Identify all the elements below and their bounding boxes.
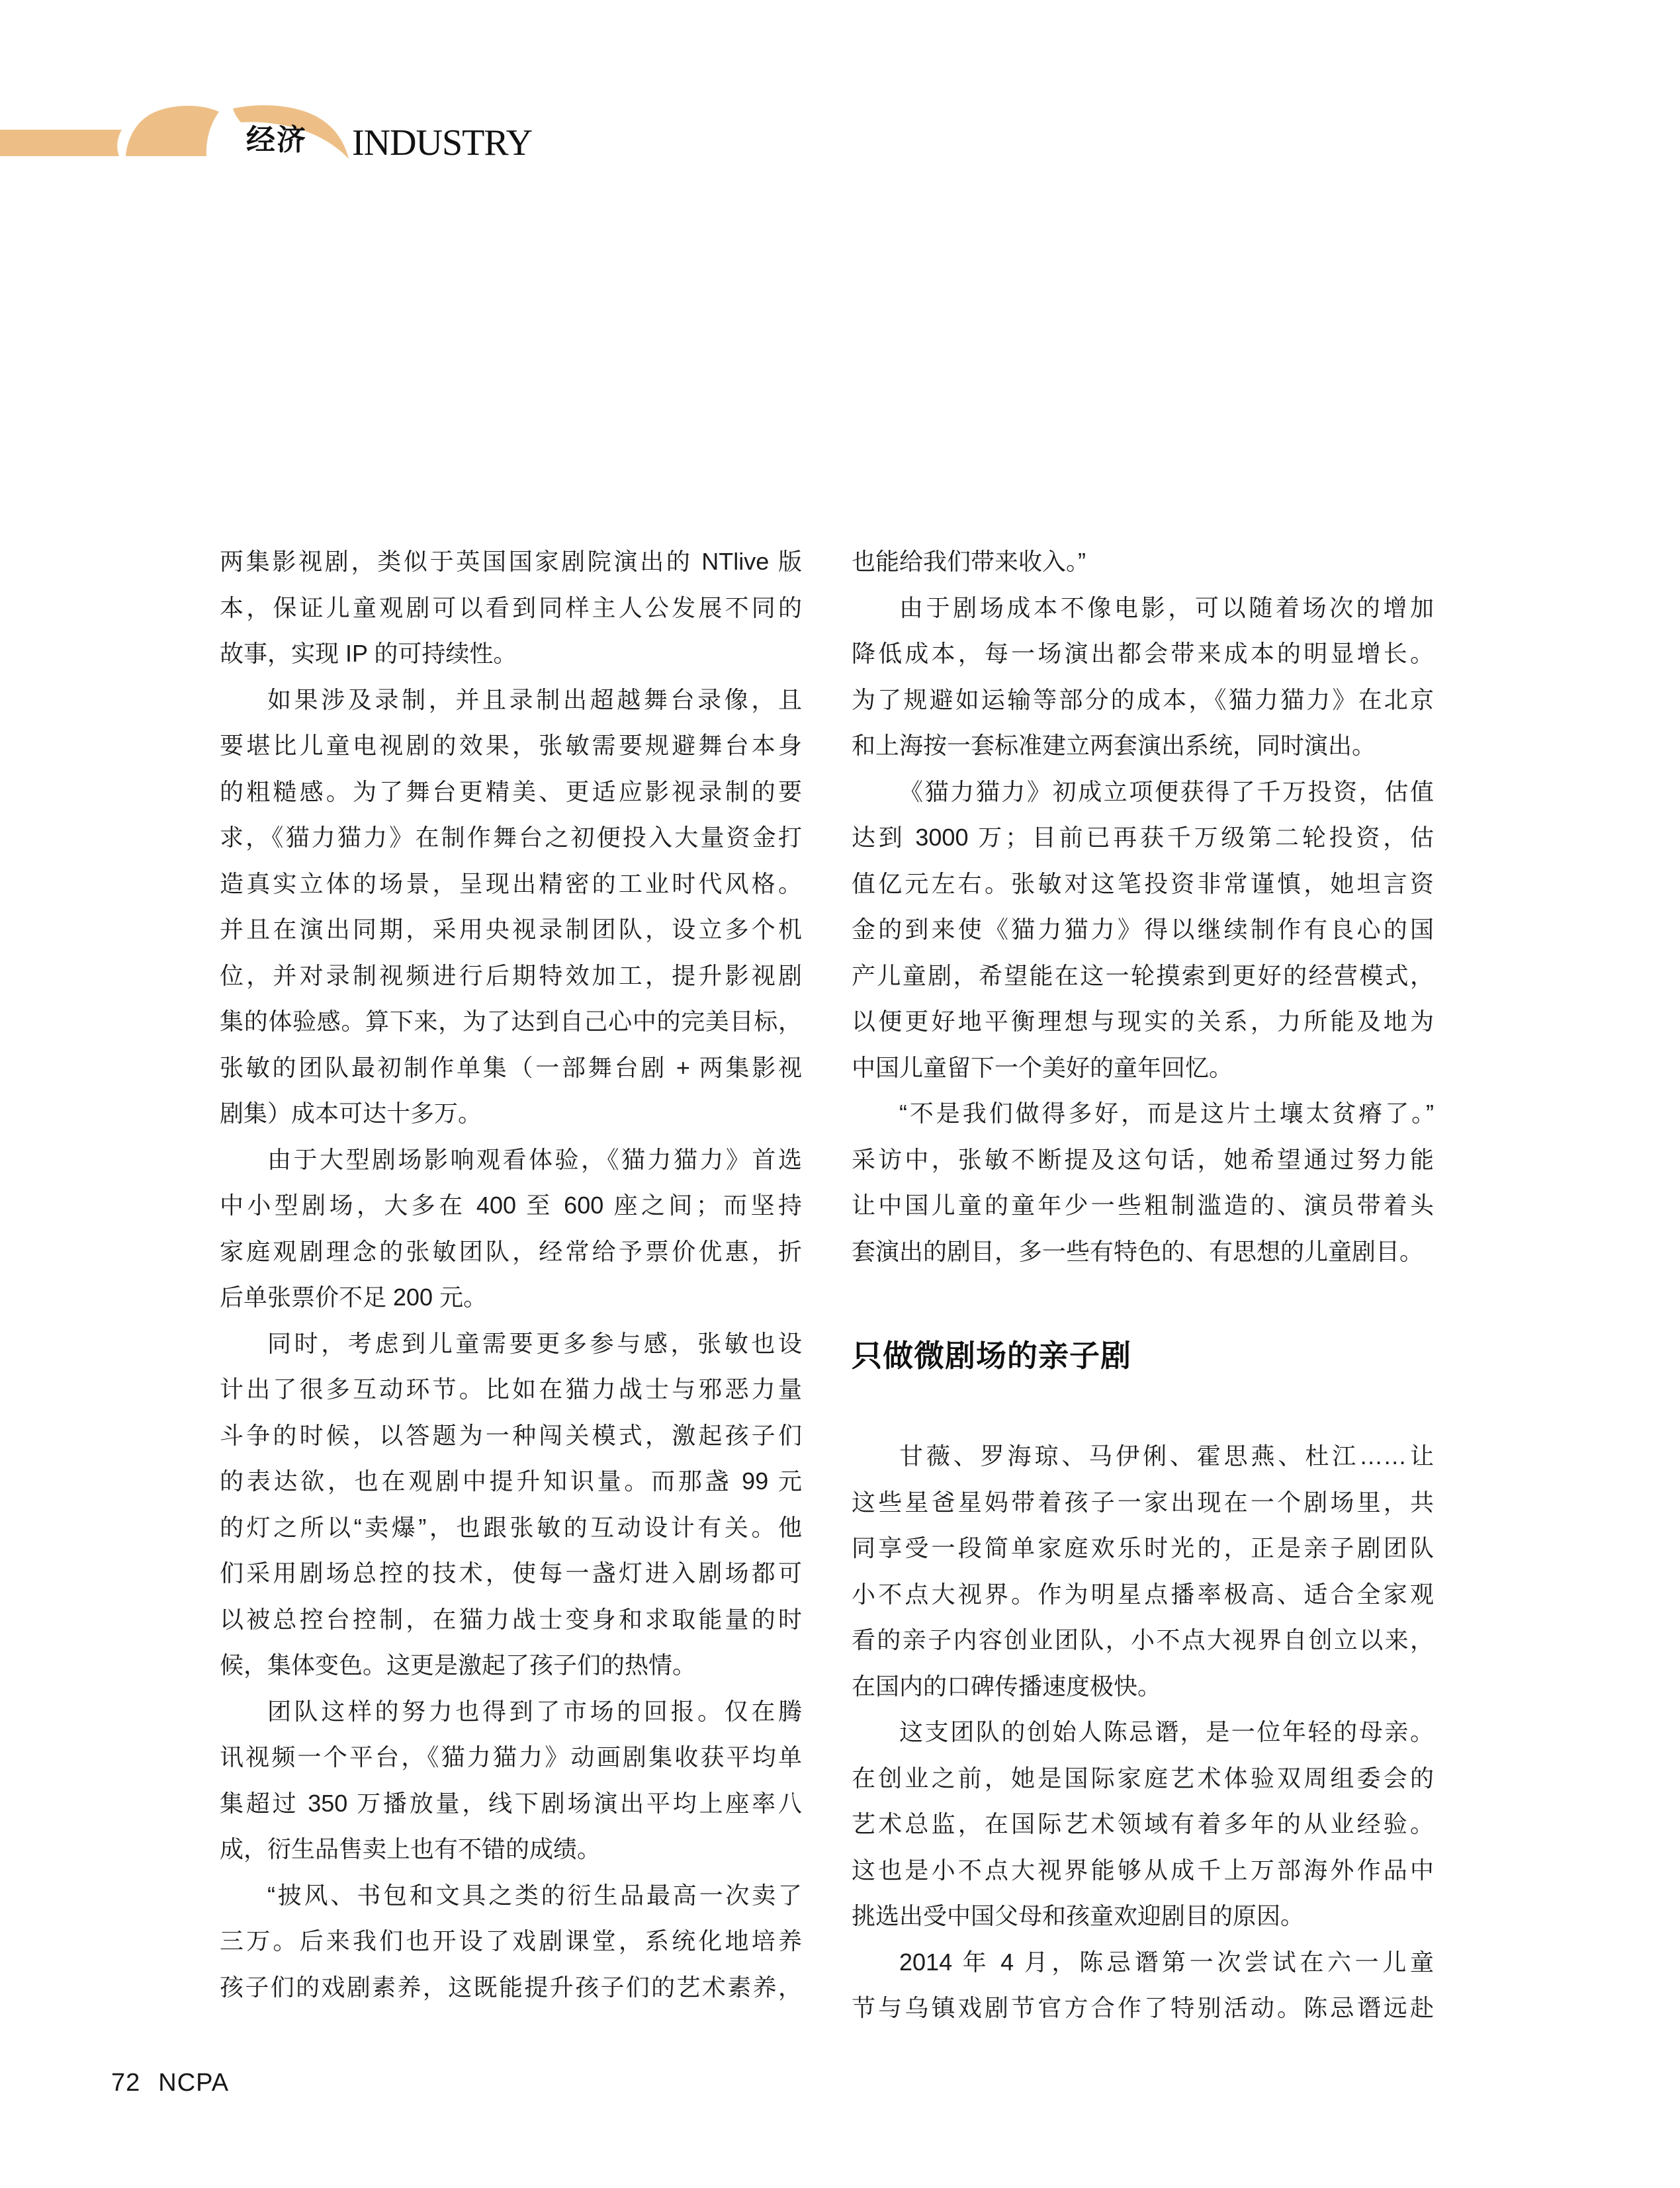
text-line: “不是我们做得多好，而是这片土壤太贫瘠了。” — [899, 1100, 1434, 1127]
text-line: 中国儿童留下一个美好的童年回忆。 — [852, 1053, 1233, 1081]
text-line: 并且在演出同期，采用央视录制团队，设立多个机 — [220, 916, 802, 943]
text-line: 也能给我们带来收入。” — [852, 548, 1086, 575]
text-line: “披风、书包和文具之类的衍生品最高一次卖了 — [267, 1881, 802, 1909]
text-line: 要堪比儿童电视剧的效果，张敏需要规避舞台本身 — [220, 732, 802, 759]
text-line: 如果涉及录制，并且录制出超越舞台录像，且 — [267, 685, 802, 713]
text-line: 求，《猫力猫力》在制作舞台之初便投入大量资金打 — [220, 824, 802, 851]
article-left-column — [220, 539, 802, 2010]
text-line: 甘薇、罗海琼、马伊俐、霍思燕、杜江……让 — [899, 1442, 1434, 1469]
text-line: 由于剧场成本不像电影，可以随着场次的增加 — [899, 593, 1434, 621]
text-line: 套演出的剧目，多一些有特色的、有思想的儿童剧目。 — [852, 1237, 1424, 1265]
text-line: 小不点大视界。作为明星点播率极高、适合全家观 — [852, 1580, 1434, 1608]
text-line: 金的到来使《猫力猫力》得以继续制作有良心的国 — [852, 916, 1434, 943]
text-line: 为了规避如运输等部分的成本，《猫力猫力》在北京 — [852, 685, 1434, 713]
page-footer — [111, 2068, 229, 2099]
text-line: 在国内的口碑传播速度极快。 — [852, 1672, 1162, 1700]
article-right-column-top — [852, 539, 1434, 1274]
text-line: 斗争的时候，以答题为一种闯关模式，激起孩子们 — [220, 1421, 802, 1449]
text-line: 和上海按一套标准建立两套演出系统，同时演出。 — [852, 732, 1376, 759]
text-line: 的粗糙感。为了舞台更精美、更适应影视录制的要 — [220, 777, 802, 805]
text-line: 2014 年 4 月，陈忌谮第一次尝试在六一儿童 — [899, 1948, 1434, 1976]
text-line: 《猫力猫力》初成立项便获得了千万投资，估值 — [899, 777, 1434, 805]
text-line: 中小型剧场，大多在 400 至 600 座之间；而坚持 — [220, 1192, 802, 1219]
text-line: 团队这样的努力也得到了市场的回报。仅在腾 — [267, 1697, 802, 1725]
section-category-chinese: 经济 — [246, 124, 307, 156]
page-number: 72 — [111, 2069, 141, 2097]
text-line: 剧集）成本可达十多万。 — [220, 1100, 482, 1127]
text-line: 看的亲子内容创业团队，小不点大视界自创立以来， — [852, 1626, 1434, 1653]
text-line: 这些星爸星妈带着孩子一家出现在一个剧场里，共 — [852, 1488, 1434, 1516]
text-line: 讯视频一个平台，《猫力猫力》动画剧集收获平均单 — [220, 1743, 802, 1771]
text-line: 这支团队的创始人陈忌谮，是一位年轻的母亲。 — [899, 1718, 1434, 1745]
text-line: 张敏的团队最初制作单集（一部舞台剧 + 两集影视 — [220, 1053, 802, 1081]
text-line: 计出了很多互动环节。比如在猫力战士与邪恶力量 — [220, 1376, 802, 1403]
text-line: 以被总控台控制，在猫力战士变身和求取能量的时 — [220, 1605, 802, 1633]
text-line: 成，衍生品售卖上也有不错的成绩。 — [220, 1835, 601, 1862]
text-line: 造真实立体的场景，呈现出精密的工业时代风格。 — [220, 869, 802, 897]
text-line: 后单张票价不足 200 元。 — [220, 1284, 488, 1311]
text-line: 挑选出受中国父母和孩童欢迎剧目的原因。 — [852, 1902, 1305, 1929]
text-line: 节与乌镇戏剧节官方合作了特别活动。陈忌谮远赴 — [852, 1994, 1434, 2021]
text-line: 让中国儿童的童年少一些粗制滥造的、演员带着头 — [852, 1192, 1434, 1219]
text-line: 降低成本，每一场演出都会带来成本的明显增长。 — [852, 640, 1434, 667]
text-line: 家庭观剧理念的张敏团队，经常给予票价优惠，折 — [220, 1237, 802, 1265]
journal-name: NCPA — [158, 2069, 230, 2097]
text-line: 两集影视剧，类似于英国国家剧院演出的 NTlive 版 — [220, 548, 802, 575]
text-line: 同时，考虑到儿童需要更多参与感，张敏也设 — [267, 1329, 802, 1357]
text-line: 孩子们的戏剧素养，这既能提升孩子们的艺术素养， — [220, 1973, 802, 2001]
text-line: 本，保证儿童观剧可以看到同样主人公发展不同的 — [220, 593, 802, 621]
text-line: 三万。后来我们也开设了戏剧课堂，系统化地培养 — [220, 1927, 802, 1954]
section-heading: 只做微剧场的亲子剧 — [852, 1338, 1131, 1373]
article-right-column-bottom — [852, 1433, 1434, 2031]
text-line: 采访中，张敏不断提及这句话，她希望通过努力能 — [852, 1145, 1434, 1173]
text-line: 由于大型剧场影响观看体验，《猫力猫力》首选 — [267, 1145, 802, 1173]
text-line: 候，集体变色。这更是激起了孩子们的热情。 — [220, 1651, 697, 1679]
text-line: 在创业之前，她是国际家庭艺术体验双周组委会的 — [852, 1764, 1434, 1792]
text-line: 集超过 350 万播放量，线下剧场演出平均上座率八 — [220, 1789, 802, 1817]
text-line: 的灯之所以“卖爆”，也跟张敏的互动设计有关。他 — [220, 1513, 802, 1541]
text-line: 值亿元左右。张敏对这笔投资非常谨慎，她坦言资 — [852, 869, 1434, 897]
text-line: 达到 3000 万；目前已再获千万级第二轮投资，估 — [852, 824, 1434, 851]
text-line: 同享受一段简单家庭欢乐时光的，正是亲子剧团队 — [852, 1534, 1434, 1561]
section-category-english: INDUSTRY — [352, 122, 533, 163]
text-line: 位，并对录制视频进行后期特效加工，提升影视剧 — [220, 961, 802, 989]
text-line: 艺术总监，在国际艺术领域有着多年的从业经验。 — [852, 1810, 1434, 1837]
text-line: 们采用剧场总控的技术，使每一盏灯进入剧场都可 — [220, 1559, 802, 1587]
text-line: 这也是小不点大视界能够从成千上万部海外作品中 — [852, 1856, 1434, 1884]
text-line: 的表达欲，也在观剧中提升知识量。而那盏 99 元 — [220, 1467, 802, 1495]
text-line: 集的体验感。算下来，为了达到自己心中的完美目标， — [220, 1008, 802, 1035]
text-line: 以便更好地平衡理想与现实的关系，力所能及地为 — [852, 1008, 1434, 1035]
text-line: 故事，实现 IP 的可持续性。 — [220, 640, 517, 667]
text-line: 产儿童剧，希望能在这一轮摸索到更好的经营模式， — [852, 961, 1434, 989]
